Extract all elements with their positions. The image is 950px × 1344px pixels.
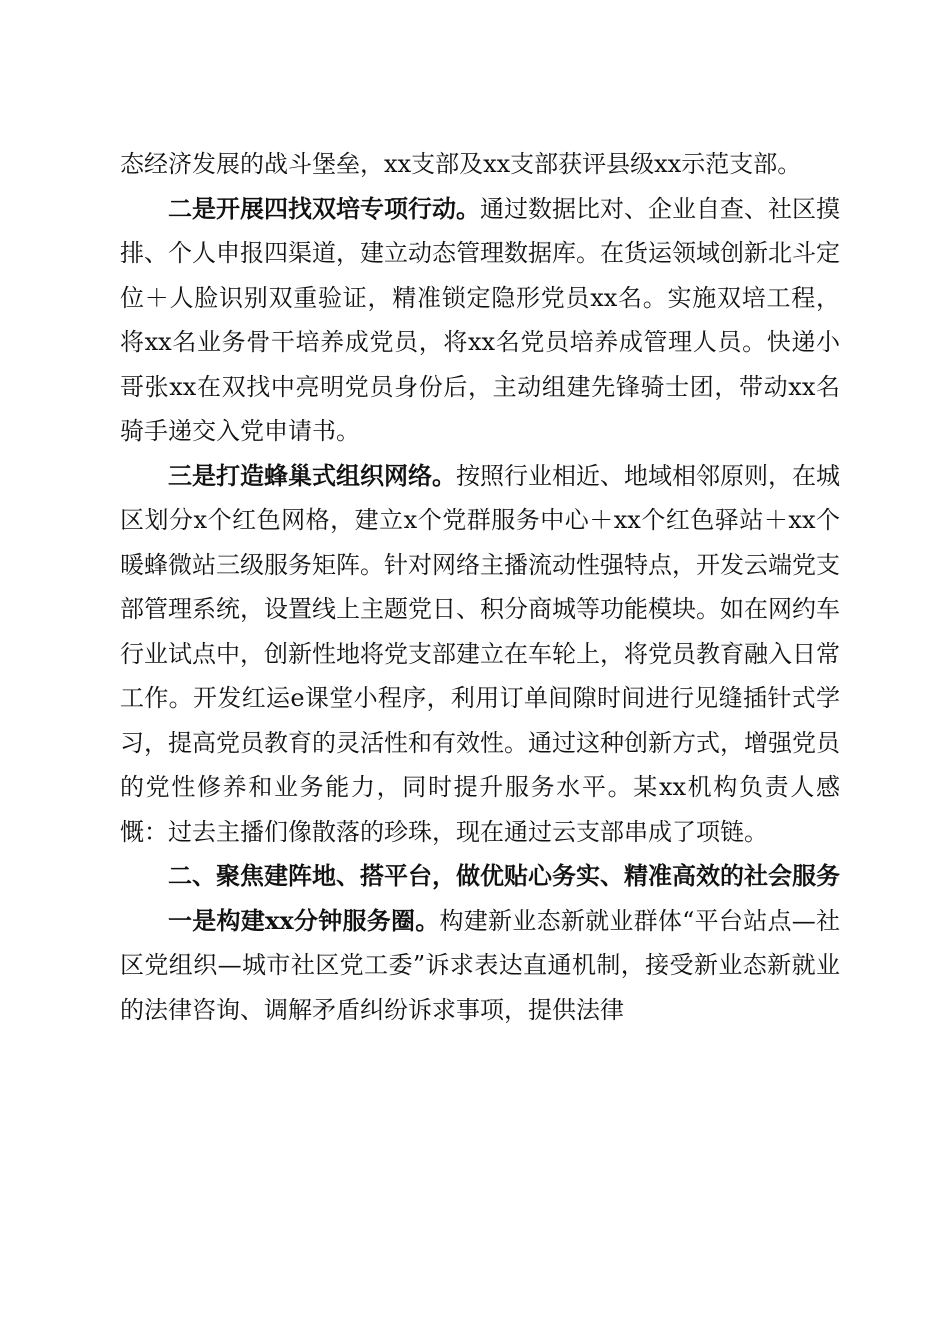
paragraph-service-circle [120,899,840,1033]
paragraph-continuation [120,142,840,187]
paragraph-text: 态经济发展的战斗堡垒，xx支部及xx支部获评县级xx示范支部。 [120,150,802,178]
paragraph-lead: 一是构建xx分钟服务圈。 [168,905,440,935]
paragraph-four-find-double-train [120,187,840,454]
paragraph-text: 构建新业态新就业群体“平台站点—社区党组织—城市社区党工委”诉求表达直通机制，接受新业态新就业的法律咨询、调解矛盾纠纷诉求事项，提供法律 [120,906,840,1024]
paragraph-text: 通过数据比对、企业自查、社区摸排、个人申报四渠道，建立动态管理数据库。在货运领域创新北斗定位＋人脸识别双重验证，精准锁定隐形党员xx名。实施双培工程，将xx名业务骨干培养成党员，将xx名党员培养成管理人员。快递小哥张xx在双找中亮明党员身份后，主动组建先锋骑士团，带动xx名骑手递交入党申请书。 [120,194,840,445]
paragraph-honeycomb-network [120,454,840,855]
paragraph-lead: 二是开展四找双培专项行动。 [168,193,480,223]
document-body [120,142,840,1032]
section-heading: 二、聚焦建阵地、搭平台，做优贴心务实、精准高效的社会服务 [168,861,840,890]
paragraph-text: 按照行业相近、地域相邻原则，在城区划分x个红色网格，建立x个党群服务中心＋xx个红色驿站＋xx个暖蜂微站三级服务矩阵。针对网络主播流动性强特点，开发云端党支部管理系统，设置线上主题党日、积分商城等功能模块。如在网约车行业试点中，创新性地将党支部建立在车轮上，将党员教育融入日常工作。开发红运e课堂小程序，利用订单间隙时间进行见缝插针式学习，提高党员教育的灵活性和有效性。通过这种创新方式，增强党员的党性修养和业务能力，同时提升服务水平。某xx机构负责人感慨：过去主播们像散落的珍珠，现在通过云支部串成了项链。 [120,461,840,846]
paragraph-lead: 三是打造蜂巢式组织网络。 [168,460,456,490]
